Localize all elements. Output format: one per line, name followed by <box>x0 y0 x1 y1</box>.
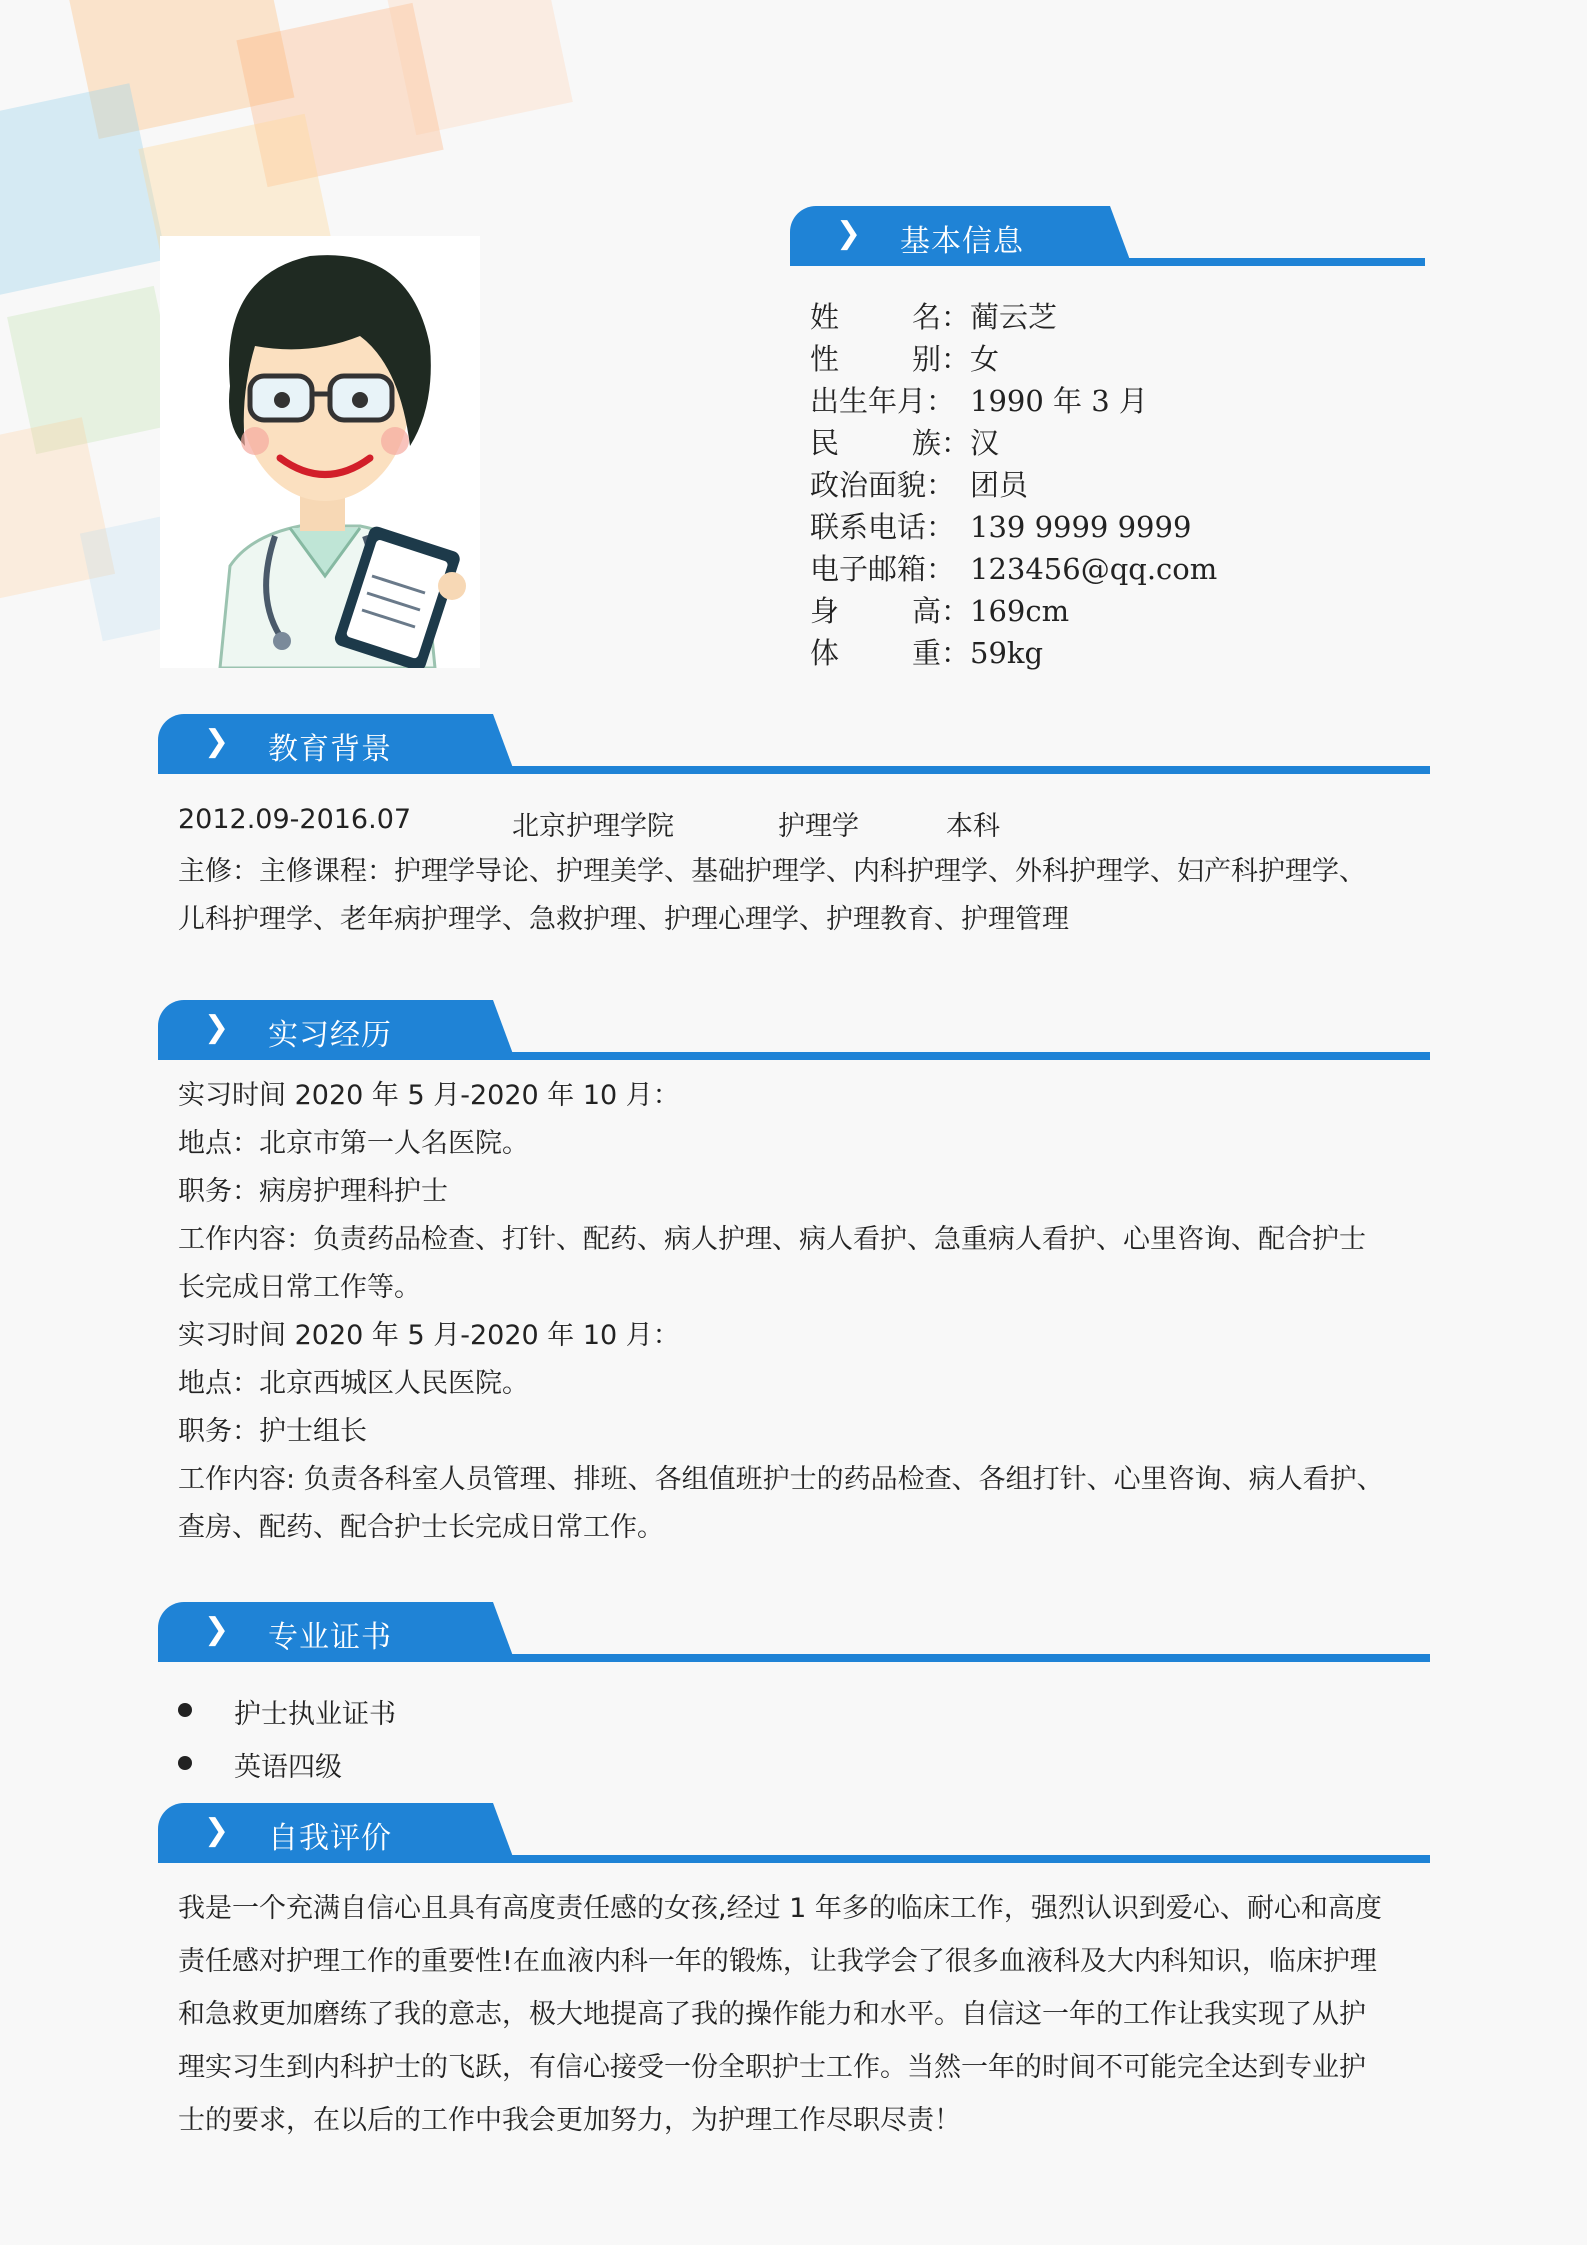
label-part: 高： <box>911 594 970 628</box>
basic-info-title: 基本信息 <box>900 224 1024 259</box>
label-part: 民 <box>810 426 840 460</box>
info-label <box>810 632 970 674</box>
info-value: 123456@qq.com <box>970 552 1218 586</box>
internship-line: 实习时间 2020 年 5 月-2020 年 10 月： <box>178 1320 680 1351</box>
info-row-email <box>810 548 1217 590</box>
self-evaluation-line: 我是一个充满自信心且具有高度责任感的女孩,经过 1 年多的临床工作，强烈认识到爱心、耐心和高度 <box>178 1893 1382 1924</box>
certificate-label: 英语四级 <box>234 1752 342 1783</box>
internship-header <box>158 1000 1430 1054</box>
label-part: 名： <box>911 300 970 334</box>
info-label <box>810 380 970 422</box>
info-value: 蔺云芝 <box>970 300 1058 334</box>
internship-line: 实习时间 2020 年 5 月-2020 年 10 月： <box>178 1080 680 1111</box>
certificates-title: 专业证书 <box>268 1620 392 1655</box>
label-part: 政治面貌： <box>810 468 956 502</box>
info-label <box>810 464 970 506</box>
internship-line: 地点：北京市第一人名医院。 <box>178 1128 529 1159</box>
education-summary-row <box>178 804 1078 844</box>
certificates-header <box>158 1602 1430 1656</box>
avatar-photo <box>160 236 480 668</box>
info-row-phone <box>810 506 1217 548</box>
internship-content <box>178 1072 1418 1552</box>
info-value: 1990 年 3 月 <box>970 384 1148 418</box>
chevron-right-icon: ❯ <box>836 216 862 251</box>
info-row-birth <box>810 380 1217 422</box>
internship-line: 职务：护士组长 <box>178 1416 367 1447</box>
nurse-avatar-icon <box>160 236 480 668</box>
label-part: 体 <box>810 636 840 670</box>
info-label <box>810 338 970 380</box>
self-evaluation-content <box>178 1882 1418 2147</box>
self-evaluation-line: 和急救更加磨练了我的意志，极大地提高了我的操作能力和水平。自信这一年的工作让我实现了从护 <box>178 1999 1366 2030</box>
self-evaluation-title: 自我评价 <box>268 1821 392 1856</box>
education-school: 北京护理学院 <box>512 811 674 842</box>
self-evaluation-line: 责任感对护理工作的重要性!在血液内科一年的锻炼，让我学会了很多血液科及大内科知识，临床护理 <box>178 1946 1377 1977</box>
internship-line: 职务：病房护理科护士 <box>178 1176 448 1207</box>
info-row-weight <box>810 632 1217 674</box>
info-row-name <box>810 296 1217 338</box>
self-evaluation-line: 士的要求，在以后的工作中我会更加努力，为护理工作尽职尽责！ <box>178 2105 961 2136</box>
info-label <box>810 590 970 632</box>
education-period: 2012.09-2016.07 <box>178 804 412 835</box>
info-row-height <box>810 590 1217 632</box>
internship-line: 查房、配药、配合护士长完成日常工作。 <box>178 1512 664 1543</box>
info-value: 汉 <box>970 426 1000 460</box>
label-part: 姓 <box>810 300 840 334</box>
label-part: 族： <box>911 426 970 460</box>
internship-line: 地点：北京西城区人民医院。 <box>178 1368 529 1399</box>
info-label <box>810 296 970 338</box>
self-evaluation-line: 理实习生到内科护士的飞跃，有信心接受一份全职护士工作。当然一年的时间不可能完全达到专业护 <box>178 2052 1366 2083</box>
info-row-political <box>810 464 1217 506</box>
chevron-right-icon: ❯ <box>204 1010 230 1045</box>
basic-info-list <box>810 296 1217 674</box>
info-value: 139 9999 9999 <box>970 510 1192 544</box>
info-row-gender <box>810 338 1217 380</box>
basic-info-header <box>790 206 1425 260</box>
self-evaluation-header <box>158 1803 1430 1857</box>
label-part: 身 <box>810 594 840 628</box>
info-label <box>810 506 970 548</box>
label-part: 别： <box>911 342 970 376</box>
internship-line: 工作内容: 负责各科室人员管理、排班、各组值班护士的药品检查、各组打针、心里咨询、病人看护、 <box>178 1464 1384 1495</box>
education-degree: 本科 <box>946 811 1000 842</box>
label-part: 性 <box>810 342 840 376</box>
certificate-label: 护士执业证书 <box>234 1699 396 1730</box>
internship-title: 实习经历 <box>268 1018 392 1053</box>
internship-line: 工作内容：负责药品检查、打针、配药、病人护理、病人看护、急重病人看护、心里咨询、配合护士 <box>178 1224 1366 1255</box>
label-part: 电子邮箱： <box>810 552 956 586</box>
label-part: 出生年月： <box>810 384 956 418</box>
internship-line: 长完成日常工作等。 <box>178 1272 421 1303</box>
info-row-ethnicity <box>810 422 1217 464</box>
label-part: 联系电话： <box>810 510 956 544</box>
education-major: 护理学 <box>778 811 859 842</box>
chevron-right-icon: ❯ <box>204 1612 230 1647</box>
info-label <box>810 422 970 464</box>
info-label <box>810 548 970 590</box>
bullet-icon <box>178 1756 192 1770</box>
chevron-right-icon: ❯ <box>204 724 230 759</box>
courses-line: 主修：主修课程：护理学导论、护理美学、基础护理学、内科护理学、外科护理学、妇产科护理学、 <box>178 856 1366 887</box>
chevron-right-icon: ❯ <box>204 1813 230 1848</box>
courses-line: 儿科护理学、老年病护理学、急救护理、护理心理学、护理教育、护理管理 <box>178 904 1069 935</box>
education-title: 教育背景 <box>268 732 392 767</box>
info-value: 169cm <box>970 594 1070 628</box>
info-value: 团员 <box>970 468 1029 502</box>
education-courses <box>178 848 1418 944</box>
info-value: 女 <box>970 342 1000 376</box>
education-header <box>158 714 1430 768</box>
label-part: 重： <box>911 636 970 670</box>
info-value: 59kg <box>970 636 1044 670</box>
bullet-icon <box>178 1703 192 1717</box>
